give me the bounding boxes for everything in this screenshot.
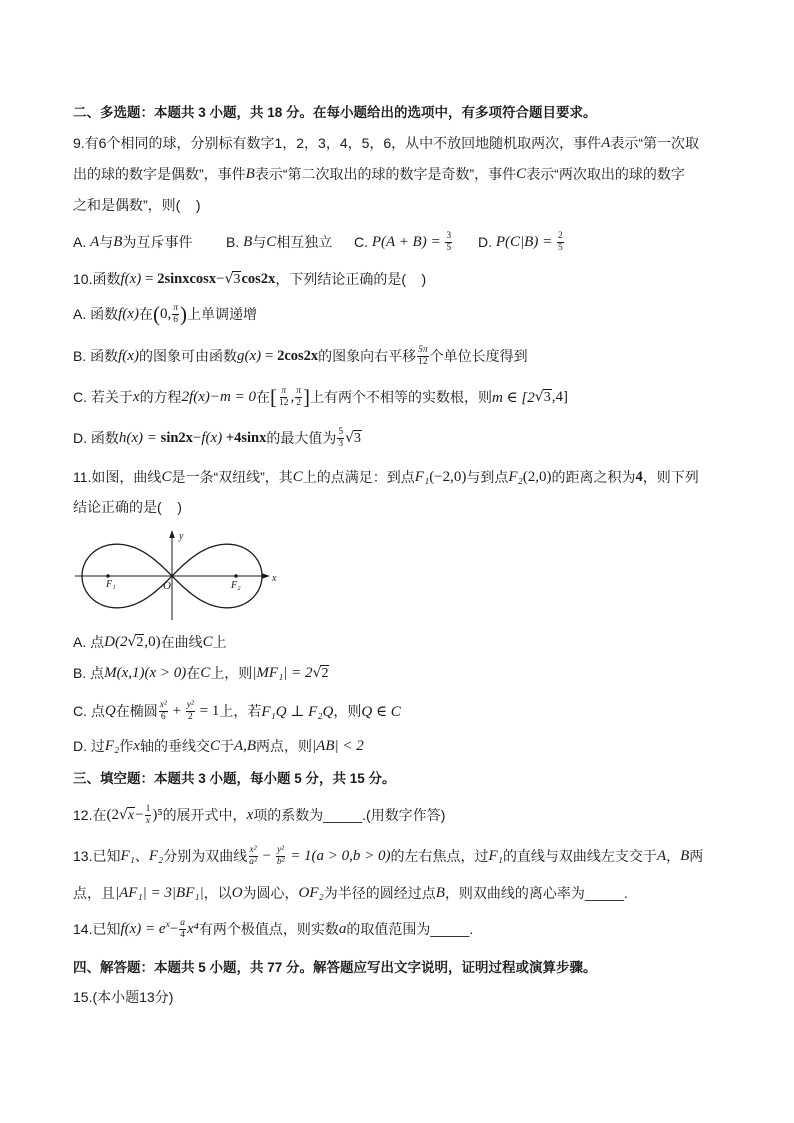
answer-blank: _____ [430,921,470,937]
option-text: 上 [212,634,227,650]
math-var: F₁ [120,847,135,864]
fraction-denominator: 2 [187,712,193,722]
fraction-denominator: 5 [446,243,452,253]
fraction-numerator: 3 [446,231,452,241]
section-heading-fill-in: 三、填空题：本题共 3 小题，每小题 5 分，共 15 分。 [73,771,396,786]
fraction [159,700,168,722]
x-axis-arrow [262,573,270,578]
sqrt-radicand: x [127,808,135,823]
math-var: B [245,165,255,182]
fraction-numerator: 1 [145,804,151,814]
focus-f2-point [234,574,237,577]
math-expression: f(x) [118,347,139,364]
q13-text: ，则双曲线的离心率为 [444,885,585,901]
q13-text: ，以 [203,885,232,901]
option-text: 的最大值为 [266,430,337,446]
fraction-numerator: π [173,303,178,313]
q9-text: 表示“第二次取出的球的数字是奇数”，事件 [254,166,517,182]
math-expression: 2cos2x [277,347,319,364]
q11-text: 的距离之积为 [551,469,636,485]
math-expression: 0, [159,305,172,322]
q13-text: 为半径的圆经过点 [323,885,436,901]
math-expression: |AF₁| = 3|BF₁| [115,884,204,901]
q13-text: ， [666,848,681,864]
math-var: x [246,806,254,823]
answer-blank: _____ [584,885,624,901]
sqrt-sign: √ [127,634,137,650]
fraction [145,804,152,826]
q11-text: 与到点 [466,469,509,485]
math-expression: h(x) = [118,429,161,446]
math-operator: − [192,429,202,446]
fraction-denominator: 2 [296,398,301,408]
fraction-numerator: π [281,386,287,396]
q9-option-d [478,230,565,254]
math-var: Q [104,702,116,719]
fraction [179,918,186,940]
math-var: C [202,633,213,650]
q11-option-a [73,630,227,654]
math-var: C [266,233,277,250]
math-expression: sin2x [160,429,193,446]
option-text: 轴的垂线交 [139,738,210,754]
q15-text: 15.(本小题13分) [73,989,174,1005]
fraction-numerator: y² [186,700,194,710]
math-var: x [132,388,140,405]
math-expression: (2 [106,806,119,823]
q9-line-1 [73,131,699,155]
q9-text: 表示“两次取出的球的数字 [526,166,685,182]
math-expression: M(x,1)(x > 0) [104,664,187,681]
x-axis-label: x [272,573,277,584]
option-text: 作 [119,738,134,754]
q12-text: 的展开式中， [162,807,247,823]
q9-option-c [354,230,453,254]
bracket: ( [152,302,160,326]
math-var: O [231,884,243,901]
fraction-denominator: b² [276,857,285,867]
math-var: F₂ [508,468,523,485]
math-expression: f(x) [118,305,139,322]
option-text: A. 点 [73,634,105,650]
option-label: B. [226,234,244,250]
option-label: A. [73,234,91,250]
math-expression: cos2x [241,270,276,287]
q14-text: 有两个极值点，则实数 [198,921,339,937]
option-text: 上单调递增 [186,306,257,322]
q12-text: 项的系数为 [253,807,324,823]
q14-line [73,917,473,941]
sqrt-radicand: 3 [233,272,241,287]
math-expression: x⁴ [187,920,199,937]
q13-text: 的直线与双曲线左支交于 [502,848,657,864]
math-var: A [601,134,611,151]
math-var: A [656,847,667,864]
fraction-numerator: x² [249,845,257,855]
fraction-denominator: 5 [557,243,563,253]
math-expression: f(x) [120,270,142,287]
option-text: A. 函数 [73,306,119,322]
q12-line [73,803,445,827]
answer-blank: _____ [323,807,363,823]
y-axis-label: y [179,531,184,542]
option-text: 在椭圆 [115,703,158,719]
q12-text: 12.在 [73,807,107,823]
fraction [445,231,452,253]
q10-stem [73,267,426,291]
q11-text: 结论正确的是( ) [73,499,182,515]
fraction-denominator: 12 [278,398,289,408]
q14-text: . [469,921,474,937]
math-expression: f(x) = e [120,920,166,937]
q11-text: 是一条“双纽线”，其 [171,469,293,485]
math-expression: 2f(x)−m = 0 [181,388,256,405]
option-text: 与 [99,234,114,250]
q9-line-3 [73,193,201,217]
math-expression: (−2,0) [429,468,467,485]
option-text: 两点，则 [256,738,313,754]
lemniscate-figure [73,526,288,622]
sqrt-sign: √ [118,807,128,823]
section-heading-solution: 四、解答题：本题共 5 小题，共 77 分。解答题应写出文字说明，证明过程或演算步骤。 [73,960,597,975]
fraction-numerator: 5 [338,427,344,437]
q10-option-c [73,385,568,409]
bracket: [ [269,385,277,409]
q9-option-b [226,230,332,254]
q13-text: 13.已知 [73,848,121,864]
option-text: B. 函数 [73,348,119,364]
option-text: 为互斥事件 [122,234,193,250]
math-var: F₁ [488,847,503,864]
math-number: 4 [635,468,643,485]
q9-text: 出的球的数字是偶数”，事件 [73,166,246,182]
q9-text: 表示“第一次取 [610,135,700,151]
math-operator: − [216,270,225,287]
option-text: B. 点 [73,665,105,681]
math-expression: P(C|B) = [495,233,556,250]
option-text: 相互独立 [276,234,333,250]
section-heading-multiple-choice: 二、多选题：本题共 3 小题，共 18 分。在每小题给出的选项中，有多项符合题目要求。 [73,105,597,120]
option-text: 个单位长度得到 [429,348,528,364]
math-var: a [338,920,347,937]
math-var: F₂ [148,847,164,864]
q13-text: 两 [689,848,704,864]
q11-text: 11.如图，曲线 [73,469,162,485]
option-text: 的方程 [139,389,182,405]
sqrt-sign: √ [224,271,234,287]
fraction [248,845,258,867]
focus-f1-label: F₁ [106,579,116,590]
fraction-numerator: 2 [557,231,563,241]
math-expression: 2sinxcosx [157,270,217,287]
option-text: C. 点 [73,703,105,719]
q14-text: 的取值范围为 [346,921,431,937]
math-var: C [292,468,303,485]
math-var: F₂ [104,737,120,754]
math-expression: (2,0) [522,468,552,485]
option-text: ，则 [333,703,362,719]
fraction-denominator: 4 [180,930,186,940]
q10-text: ，下列结论正确的是( ) [275,271,427,287]
bracket: ) [179,302,187,326]
option-text: 上，则 [210,665,253,681]
focus-f2-label: F₂ [231,580,241,591]
q11-option-b [73,661,329,685]
option-text: 在曲线 [160,634,203,650]
math-var: B [243,233,253,250]
math-operator: = [261,347,278,364]
option-text: C. 若关于 [73,389,133,405]
math-expression: m ∈ [2 [491,389,535,406]
fraction [276,845,286,867]
fraction-numerator: π [296,386,301,396]
option-text: D. 过 [73,738,105,754]
fraction [417,345,429,367]
q10-option-a [73,302,257,326]
option-text: 的图象向右平移 [318,348,417,364]
option-text: D. 函数 [73,430,119,446]
q13-text: . [623,885,628,901]
option-text: 的图象可由函数 [138,348,237,364]
fraction-denominator: 12 [418,357,428,367]
q9-text: 9.有6个相同的球，分别标有数字1，2，3，4，5，6，从中不放回地随机取两次，事件 [73,135,602,151]
math-expression: ,0) [144,633,161,650]
math-expression: f(x) [201,429,223,446]
math-expression: A,B [233,737,257,754]
math-expression: g(x) [236,347,262,364]
fraction-denominator: a² [249,857,257,867]
math-var: C [516,165,527,182]
option-text: 于 [219,738,234,754]
sqrt-sign: √ [312,665,322,681]
q11-option-d [73,734,364,758]
q11-text: 上的点满足：到点 [302,469,415,485]
math-var: F₁ [414,468,430,485]
sqrt-radicand: 2 [136,635,144,650]
q9-text: 之和是偶数”，则( ) [73,197,201,213]
option-text: 在 [186,665,201,681]
math-operator: − [258,847,275,864]
math-var: C [209,737,220,754]
q10-option-b [73,344,528,368]
q12-text: .(用数字作答) [362,807,446,823]
q11-option-c [73,699,401,723]
fraction-numerator: 5π [418,345,428,355]
option-text: 在 [255,389,270,405]
focus-f1-point [106,574,109,577]
math-expression: +4sinx [222,429,267,446]
sqrt-radicand: 3 [354,431,362,446]
q13-text: 点，且 [73,885,115,901]
math-var: A [90,233,100,250]
fraction [172,303,179,325]
math-expression: P(A + B) = [371,233,445,250]
fraction [337,427,344,449]
math-var: B [435,884,445,901]
math-expression: D(2 [104,633,128,650]
math-separator: , [290,388,295,405]
math-expression: |AB| < 2 [312,737,364,754]
fraction-denominator: 3 [338,439,344,449]
math-var: OF₂ [298,884,324,901]
y-axis-arrow [169,530,174,538]
q13-text: 、 [134,848,149,864]
fraction [557,231,564,253]
math-expression: )⁵ [152,806,163,823]
q13-text: 分别为双曲线 [163,848,248,864]
q13-text: 为圆心， [242,885,299,901]
math-operator: − [169,920,179,937]
option-text: 上有两个不相等的实数根，则 [309,389,492,405]
math-var: B [680,847,690,864]
origin-label: O [163,580,171,592]
q13-text: 的左右焦点，过 [390,848,489,864]
math-expression: = 1(a > 0,b > 0) [286,847,391,864]
q14-text: 14.已知 [73,921,121,937]
math-operator: − [135,806,144,823]
q10-text: 10.函数 [73,271,121,287]
sqrt-radicand: 3 [543,390,551,405]
q13-line-2 [73,881,628,905]
fraction-denominator: x [145,816,151,826]
q9-option-a [73,230,192,254]
option-label: C. [354,234,372,250]
option-text: 上，若 [219,703,262,719]
math-var: B [113,233,123,250]
fraction-denominator: 6 [160,712,166,722]
math-operator: + [168,702,185,719]
q9-line-2 [73,162,685,186]
fraction-numerator: y² [277,845,285,855]
fraction [295,386,302,408]
q11-line-2 [73,495,182,519]
math-expression: F₁Q ⊥ F₂Q [261,703,334,720]
math-expression: Q ∈ C [361,703,401,720]
option-label: D. [478,234,496,250]
math-operator: = [141,270,158,287]
fraction-numerator: x² [159,700,167,710]
fraction [186,700,195,722]
fraction [278,386,290,408]
sqrt-sign: √ [534,389,544,405]
q11-line-1 [73,465,699,489]
q13-line-1 [73,844,703,868]
q15-line [73,985,173,1009]
math-var: C [161,468,172,485]
superscript: x [165,920,170,930]
math-var: C [200,664,211,681]
sqrt-radicand: 2 [321,666,329,681]
bracket: ] [302,385,310,409]
math-var: x [133,737,140,754]
sqrt-sign: √ [345,430,355,446]
q11-text: ，则下列 [642,469,699,485]
math-expression: = 1 [195,702,220,719]
q10-option-d [73,426,362,450]
fraction-denominator: 6 [173,315,178,325]
option-text: 与 [252,234,267,250]
math-expression: ,4] [551,388,568,405]
math-expression: |MF₁| = 2 [252,664,313,681]
fraction-numerator: a [180,918,186,928]
option-text: 在 [138,306,153,322]
